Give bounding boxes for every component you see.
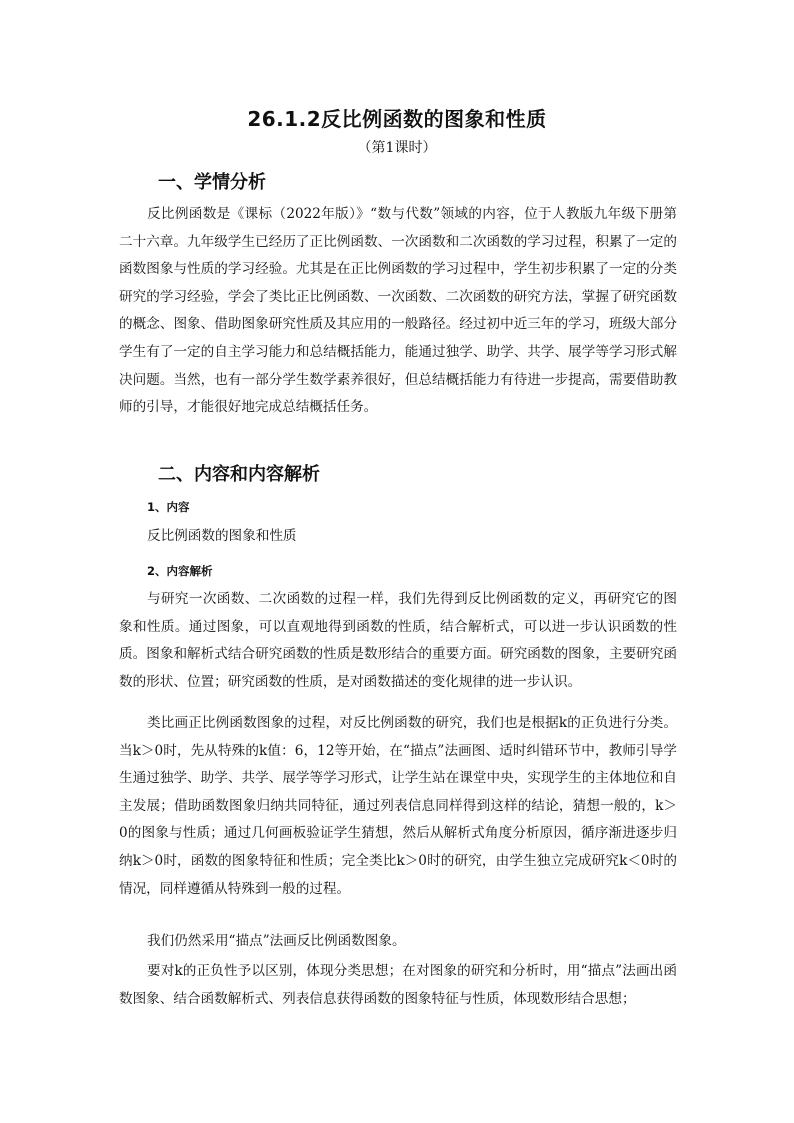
content-analysis-paragraph-3: 我们仍然采用“描点”法画反比例函数图象。 bbox=[147, 933, 406, 949]
content-analysis-paragraph-2: 类比画正比例函数图象的过程，对反比例函数的研究，我们也是根据k的正负进行分类。当k＞0时，先从特殊的k值：6，12等开始，在“描点”法画图、适时纠错环节中，教师引导学生通过独学、助学、共学、展学等学习形式，让学生站在课堂中央，实现学生的主体地位和自主发展；借助函数图象归纳共同特征，通过列表信息同样得到这样的结论，猜想一般的，k＞0的图象与性质；通过几何画板验证学生猜想，然后从解析式角度分析原因，循序渐进逐步归纳k＞0时，函数的图象特征和性质；完全类比k＞0时的研究，由学生独立完成研究k＜0时的情况，同样遵循从特殊到一般的过程。 bbox=[119, 715, 677, 897]
subheading-content: 1、内容 bbox=[147, 500, 190, 514]
content-analysis-paragraph-1: 与研究一次函数、二次函数的过程一样，我们先得到反比例函数的定义，再研究它的图象和性质。通过图象，可以直观地得到函数的性质，结合解析式，可以进一步认识函数的性质。图象和解析式结合研究函数的性质是数形结合的重要方面。研究函数的图象，主要研究函数的形状、位置；研究函数的性质，是对函数描述的变化规律的进一步认识。 bbox=[119, 591, 677, 690]
document-subtitle: （第1课时） bbox=[357, 140, 437, 156]
content-text: 反比例函数的图象和性质 bbox=[147, 528, 297, 544]
section-heading-analysis: 一、学情分析 bbox=[158, 172, 266, 193]
subheading-content-analysis: 2、内容解析 bbox=[147, 564, 213, 578]
analysis-paragraph: 反比例函数是《课标（2022年版）》“数与代数”领域的内容，位于人教版九年级下册第二十六章。九年级学生已经历了正比例函数、一次函数和二次函数的学习过程，积累了一定的函数图象与性质的学习经验。尤其是在正比例函数的学习过程中，学生初步积累了一定的分类研究的学习经验，学会了类比正比例函数、一次函数、二次函数的研究方法，掌握了研究函数的概念、图象、借助图象研究性质及其应用的一般路径。经过初中近三年的学习，班级大部分学生有了一定的自主学习能力和总结概括能力，能通过独学、助学、共学、展学等学习形式解决问题。当然，也有一部分学生数学素养很好，但总结概括能力有待进一步提高，需要借助教师的引导，才能很好地完成总结概括任务。 bbox=[119, 206, 677, 416]
document-title: 26.1.2反比例函数的图象和性质 bbox=[247, 107, 547, 131]
content-analysis-paragraph-4: 要对k的正负性予以区别，体现分类思想；在对图象的研究和分析时，用“描点”法画出函数图象、结合函数解析式、列表信息获得函数的图象特征与性质，体现数形结合思想； bbox=[119, 963, 677, 1007]
section-heading-content: 二、内容和内容解析 bbox=[158, 464, 320, 485]
